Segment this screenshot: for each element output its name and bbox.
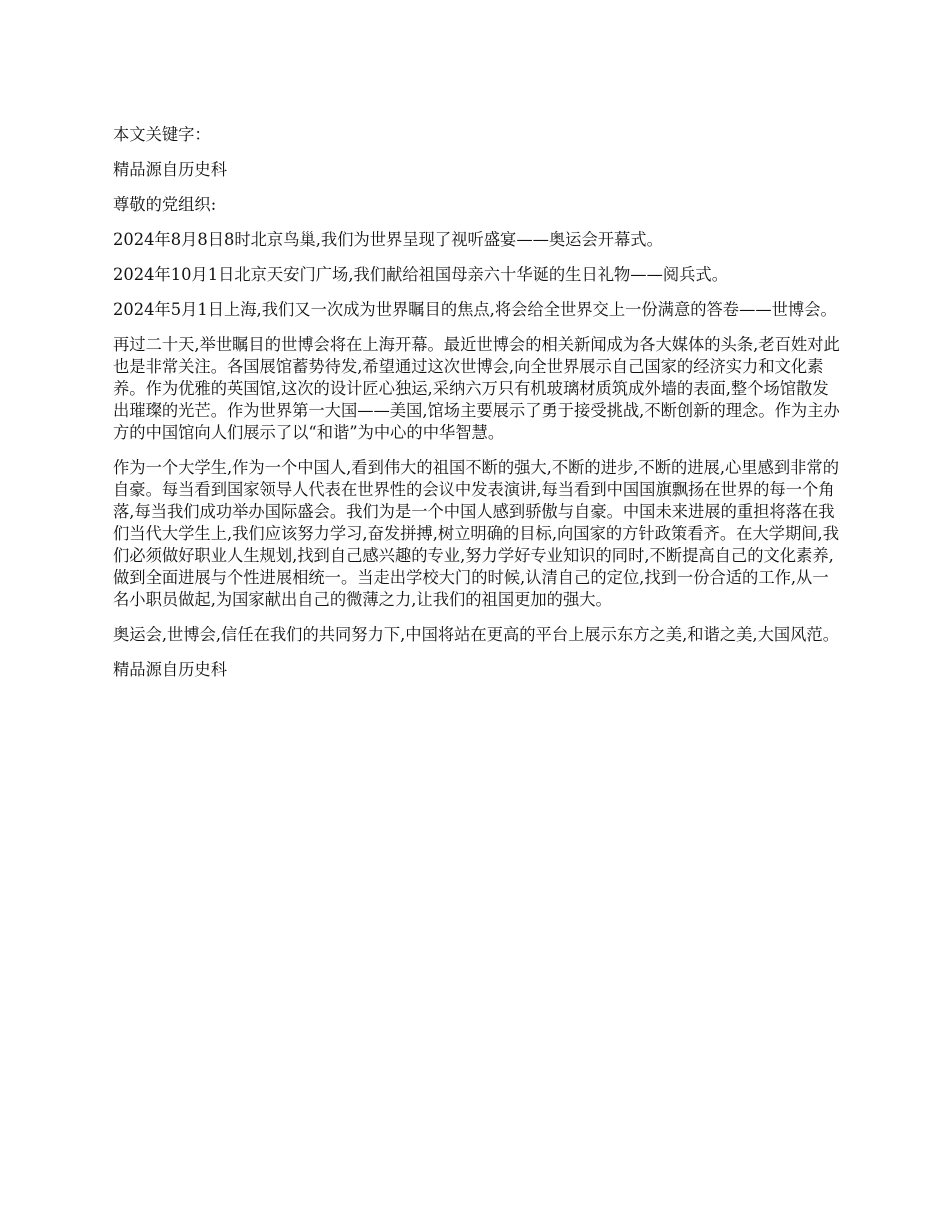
salutation: 尊敬的党组织: (113, 195, 217, 214)
paragraph-conclusion: 奥运会,世博会,信任在我们的共同努力下,中国将站在更高的平台上展示东方之美,和谐之美,大国风范。 (113, 625, 839, 644)
paragraph-parade: 2024年10月1日北京天安门广场,我们献给祖国母亲六十华诞的生日礼物——阅兵式。 (113, 265, 728, 284)
paragraph-student-pride: 作为一个大学生,作为一个中国人,看到伟大的祖国不断的强大,不断的进步,不断的进展,心里感到非常的自豪。每当看到国家领导人代表在世界性的会议中发表演讲,每当看到中国国旗飘扬在世界的每一个角落,每当我们成功举办国际盛会。我们为是一个中国人感到骄傲与自豪。中国未来进展的重担将落在我们当代大学生上,我们应该努力学习,奋发拼搏,树立明确的目标,向国家的方针政策看齐。在大学期间,我们必须做好职业人生规划,找到自己感兴趣的专业,努力学好专业知识的同时,不断提高自己的文化素养,做到全面进展与个性进展相统一。当走出学校大门的时候,认清自己的定位,找到一份合适的工作,从一名小职员做起,为国家献出自己的微薄之力,让我们的祖国更加的强大。 (113, 458, 839, 609)
keywords-label: 本文关键字： (113, 125, 211, 144)
paragraph-expo-pavilions: 再过二十天,举世瞩目的世博会将在上海开幕。最近世博会的相关新闻成为各大媒体的头条,老百姓对此也是非常关注。各国展馆蓄势待发,希望通过这次世博会,向全世界展示自己国家的经济实力和文化素养。作为优雅的英国馆,这次的设计匠心独运,采纳六万只有机玻璃材质筑成外墙的表面,整个场馆散发出璀璨的光芒。作为世界第一大国——美国,馆场主要展示了勇于接受挑战,不断创新的理念。作为主办方的中国馆向人们展示了以“和谐”为中心的中华智慧。 (113, 335, 840, 442)
paragraph-olympics: 2024年8月8日8时北京鸟巢,我们为世界呈现了视听盛宴——奥运会开幕式。 (113, 230, 663, 249)
paragraph-expo: 2024年5月1日上海,我们又一次成为世界瞩目的焦点,将会给全世界交上一份满意的答卷——世博会。 (113, 300, 837, 319)
document-body (113, 124, 843, 694)
source-note-bottom: 精品源自历史科 (113, 660, 227, 679)
source-note-top: 精品源自历史科 (113, 160, 227, 179)
